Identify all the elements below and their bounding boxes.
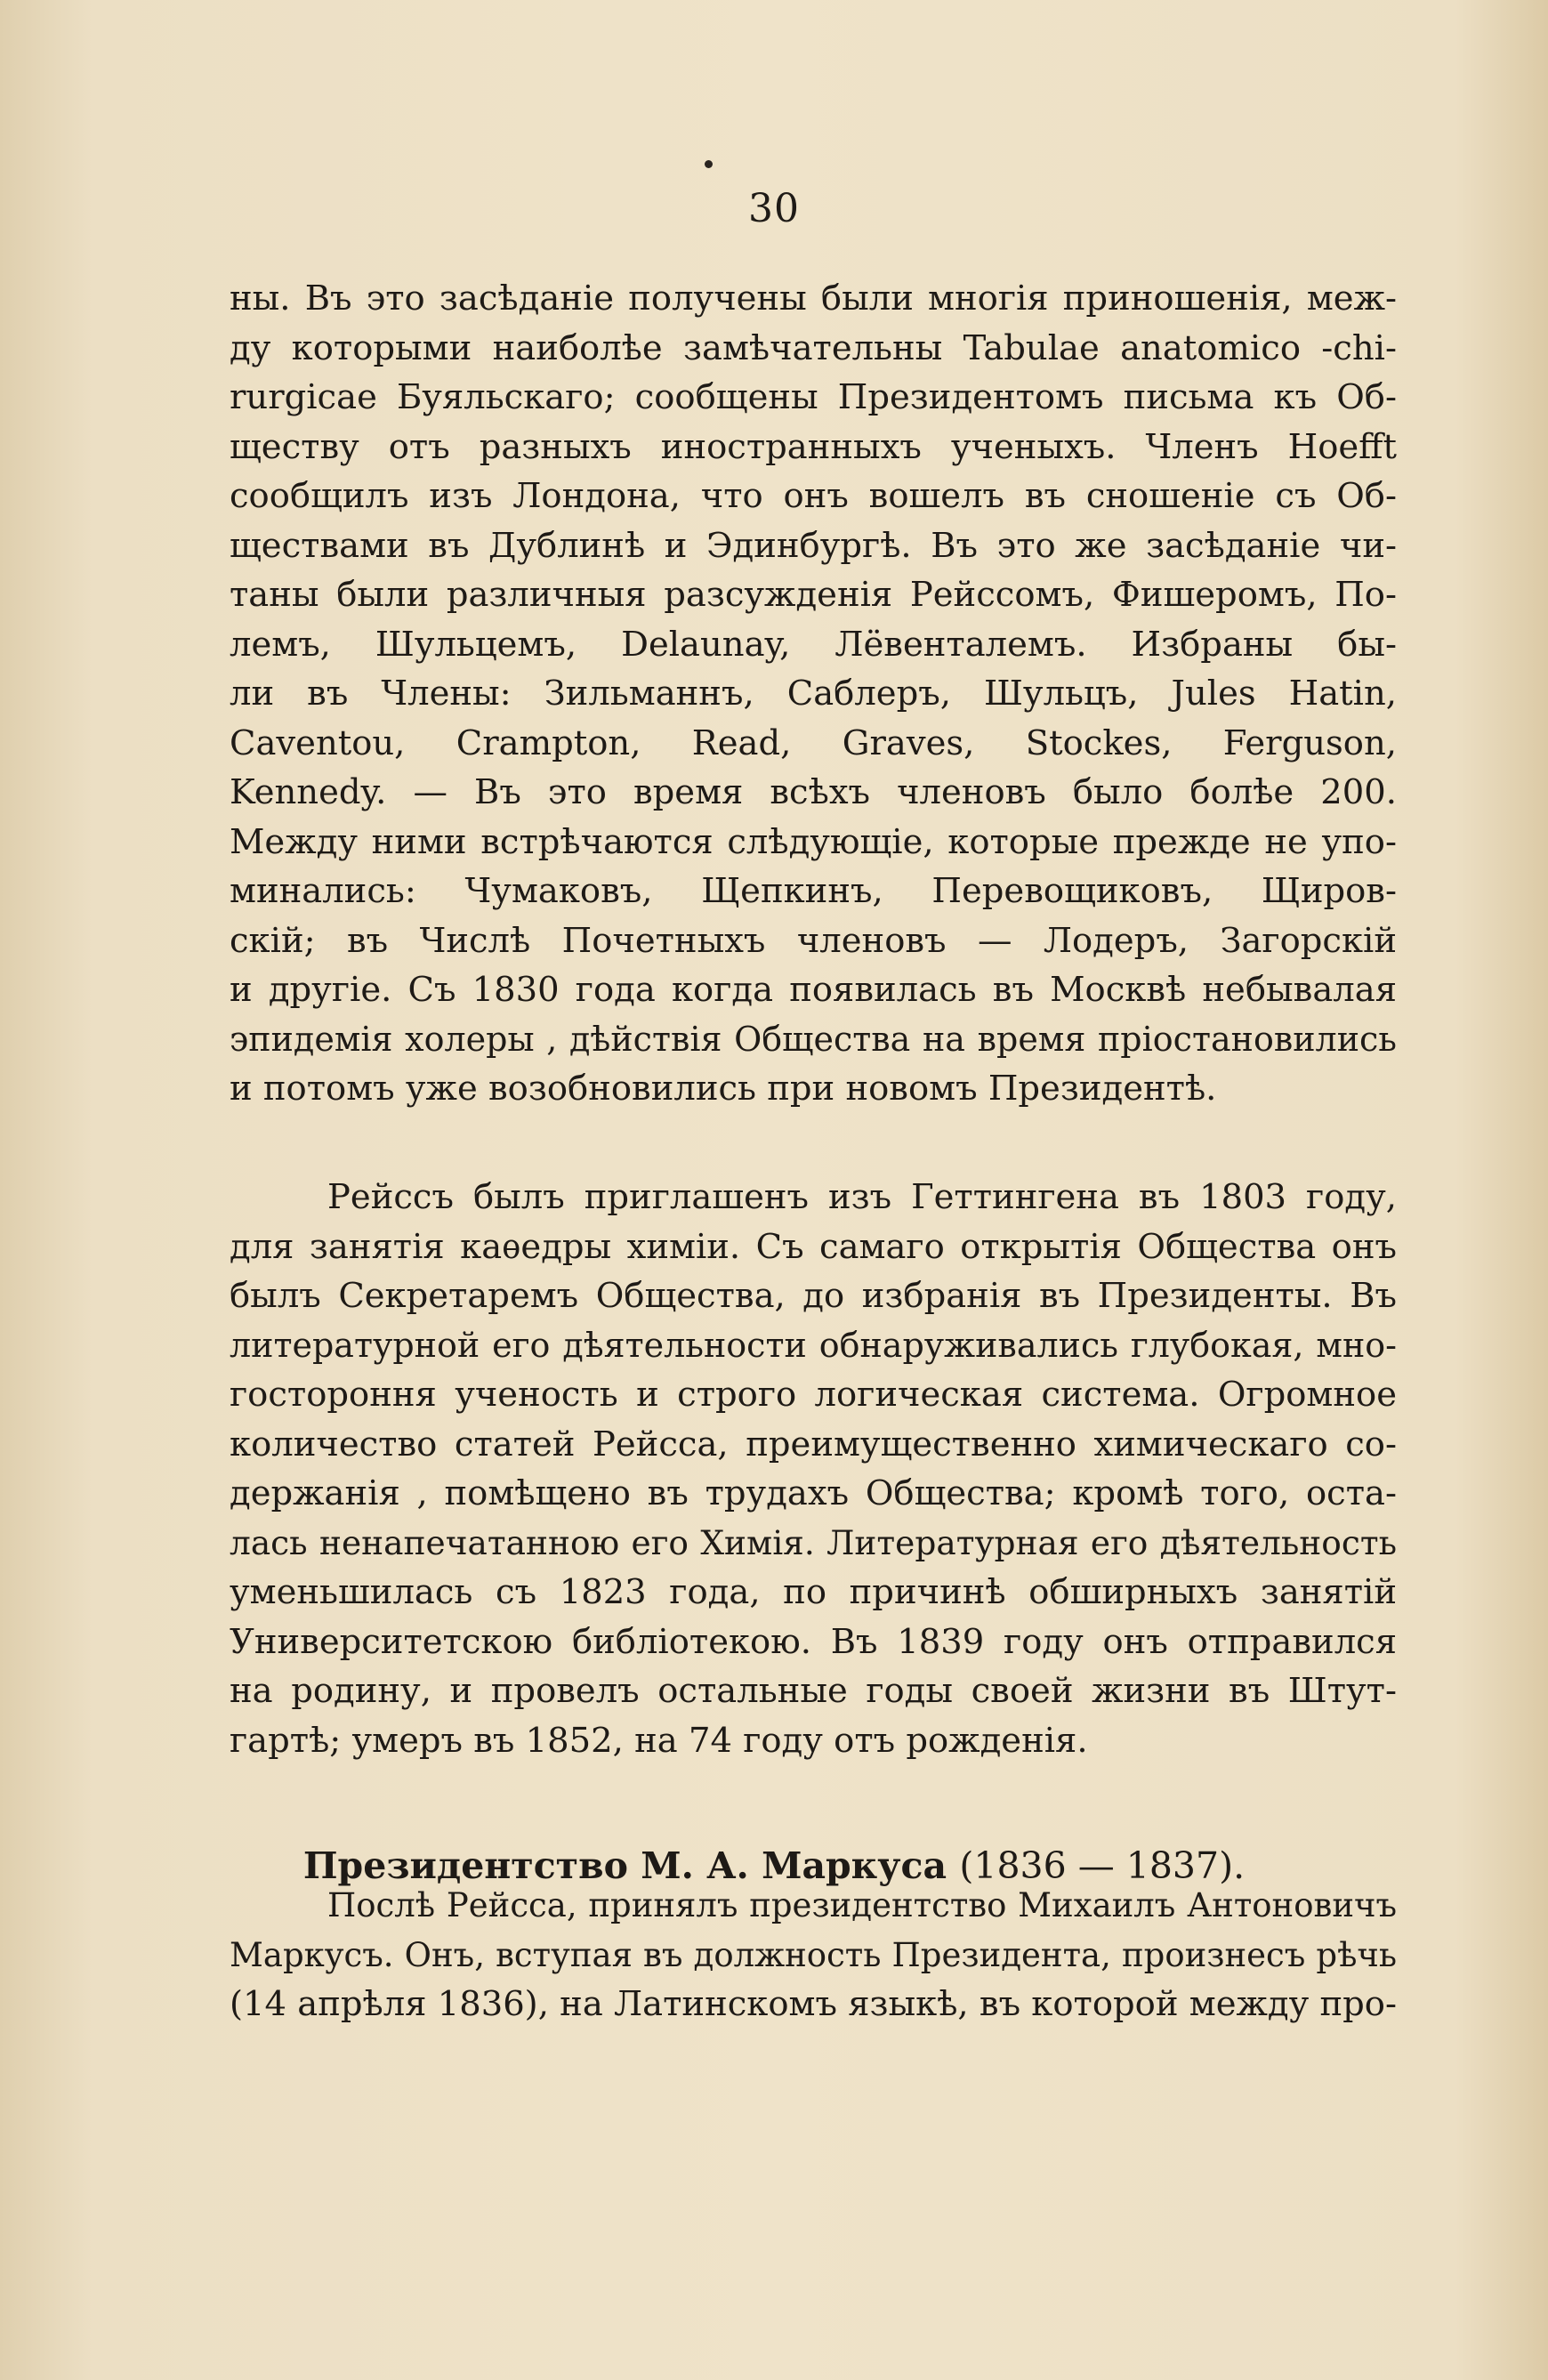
text-line: для занятія каѳедры химіи. Съ самаго открытія Общества онъ xyxy=(230,1226,1397,1267)
text-line: ли въ Члены: Зильманнъ, Саблеръ, Шульцъ, Jules Hatin, xyxy=(230,674,1397,714)
text-line: Университетскою библіотекою. Въ 1839 году онъ отправился xyxy=(230,1621,1397,1662)
text-line: количество статей Рейсса, преимущественно химическаго со- xyxy=(230,1424,1397,1464)
text-line: лась ненапечатанною его Химія. Литературная его дѣятельность xyxy=(230,1522,1397,1562)
section-heading-years: (1836 — 1837). xyxy=(959,1844,1246,1887)
text-line: эпидемія холеры , дѣйствія Общества на время пріостановились xyxy=(230,1019,1397,1059)
text-line: Рейссъ былъ приглашенъ изъ Геттингена въ 1803 году, xyxy=(327,1177,1397,1217)
text-line: (14 апрѣля 1836), на Латинскомъ языкѣ, въ которой между про- xyxy=(230,1984,1397,2024)
text-line: Между ними встрѣчаются слѣдующіе, которые прежде не упо- xyxy=(230,821,1397,862)
text-line: ны. Въ это засѣданіе получены были многія приношенія, меж- xyxy=(230,278,1397,319)
text-line: на родину, и провелъ остальные годы своей жизни въ Штут- xyxy=(230,1671,1397,1711)
section-heading-title: Президентство М. А. Маркуса xyxy=(302,1844,947,1887)
text-line: ду которыми наиболѣе замѣчательны Tabulae anatomico -chi- xyxy=(230,327,1397,368)
text-line: таны были различныя разсужденія Рейссомъ, Фишеромъ, По- xyxy=(230,575,1397,615)
text-line: ществами въ Дублинѣ и Эдинбургѣ. Въ это же засѣданіе чи- xyxy=(230,525,1397,566)
text-line: держанія , помѣщено въ трудахъ Общества; кромѣ того, оста- xyxy=(230,1473,1397,1513)
text-line: гартѣ; умеръ въ 1852, на 74 году отъ рожденія. xyxy=(230,1720,1088,1761)
text-line: rurgicae Буяльскаго; сообщены Президентомъ письма къ Об- xyxy=(230,377,1397,417)
text-line: литературной его дѣятельности обнаруживались глубокая, мно- xyxy=(230,1325,1397,1365)
text-line: былъ Секретаремъ Общества, до избранія въ Президенты. Въ xyxy=(230,1276,1397,1316)
text-line: минались: Чумаковъ, Щепкинъ, Перевощиковъ, Щиров- xyxy=(230,871,1397,911)
text-line: и потомъ уже возобновились при новомъ Президентѣ. xyxy=(230,1069,1217,1109)
text-line: лемъ, Шульцемъ, Delaunay, Лёвенталемъ. Избраны бы- xyxy=(230,624,1397,665)
text-line: уменьшилась съ 1823 года, по причинѣ обширныхъ занятій xyxy=(230,1572,1397,1612)
page-number: 30 xyxy=(748,186,800,231)
ink-dot-mark xyxy=(705,160,713,168)
text-line: Послѣ Рейсса, принялъ президентство Михаилъ Антоновичъ xyxy=(327,1886,1397,1924)
paragraph-2 xyxy=(230,1173,1397,1765)
text-line: и другіе. Съ 1830 года когда появилась въ Москвѣ небывалая xyxy=(230,970,1397,1010)
text-line: Caventou, Crampton, Read, Graves, Stockes, Ferguson, xyxy=(230,722,1397,763)
text-line: Kennedy. — Въ это время всѣхъ членовъ было болѣе 200. xyxy=(230,772,1397,812)
text-line: ществу отъ разныхъ иностранныхъ ученыхъ. Членъ Hoefft xyxy=(230,426,1397,467)
text-line: гостороння ученость и строго логическая система. Огромное xyxy=(230,1375,1397,1415)
text-line: Маркусъ. Онъ, вступая въ должность Президента, произнесъ рѣчь xyxy=(230,1935,1397,1974)
text-line: сообщилъ изъ Лондона, что онъ вошелъ въ сношеніе съ Об- xyxy=(230,476,1397,516)
paragraph-1 xyxy=(230,274,1397,1114)
paragraph-3 xyxy=(230,1881,1397,2029)
text-line: скій; въ Числѣ Почетныхъ членовъ — Лодеръ, Загорскій xyxy=(230,920,1397,961)
